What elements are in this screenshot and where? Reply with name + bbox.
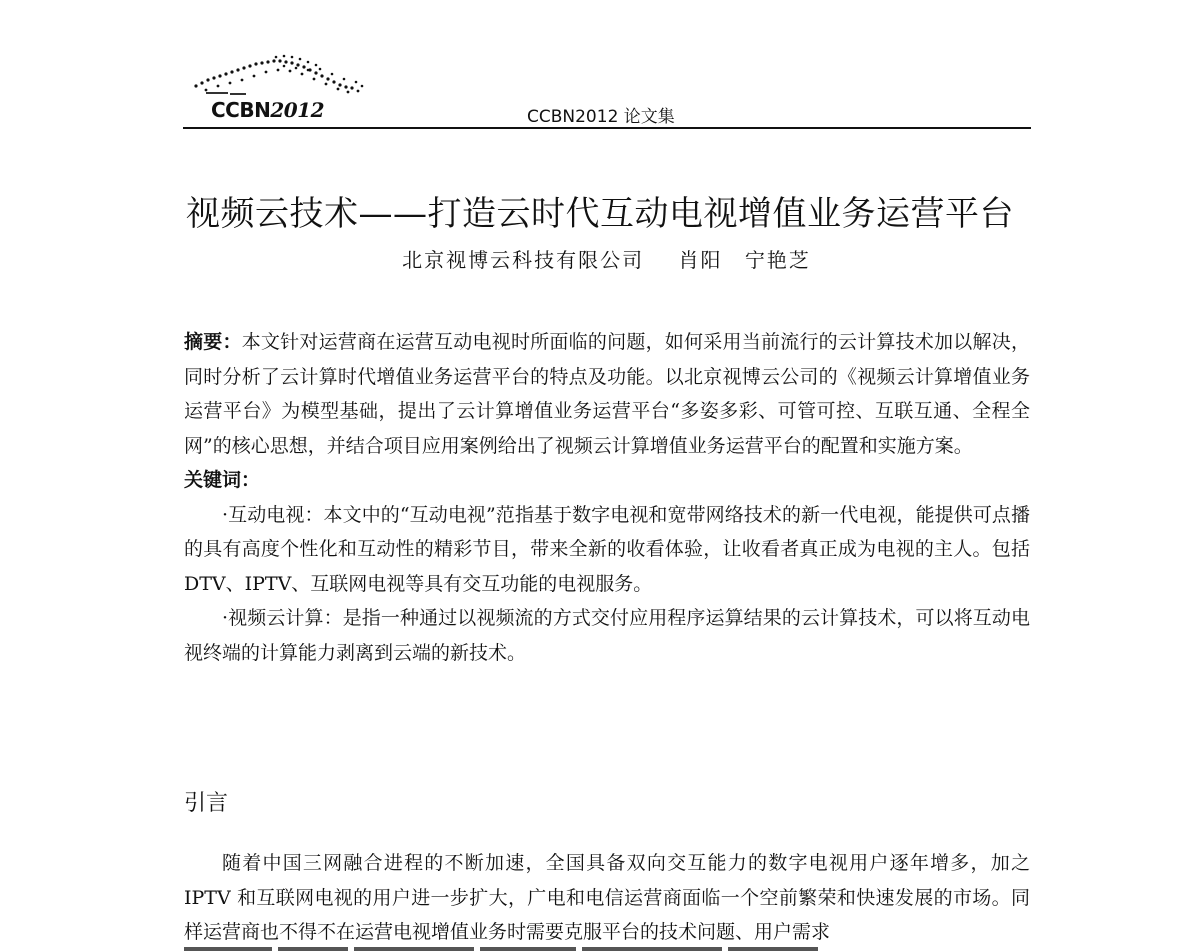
logo-wordmark [211,98,324,122]
ccbn-logo [188,52,368,124]
logo-year: 2012 [270,98,325,122]
paper-title: 视频云技术——打造云时代互动电视增值业务运营平台 [186,194,1014,234]
abstract-section [184,325,1030,670]
abstract-text: 本文针对运营商在运营互动电视时所面临的问题，如何采用当前流行的云计算技术加以解决，同时分析了云计算时代增值业务运营平台的特点及功能。以北京视博云公司的《视频云计算增值业务运营平台》为模型基础，提出了云计算增值业务运营平台“多姿多彩、可管可控、互联互通、全程全网”的核心思想，并结合项目应用案例给出了视频云计算增值业务运营平台的配置和实施方案。 [184,331,1030,457]
author-line [0,244,1200,273]
keywords-label: 关键词： [184,469,261,491]
running-header-title: CCBN2012 论文集 [527,107,675,127]
keyword-item: ·互动电视：本文中的“互动电视”范指基于数字电视和宽带网络技术的新一代电视，能提供可点播的具有高度个性化和互动性的精彩节目，带来全新的收看体验，让收看者真正成为电视的主人。包括 DTV、IPTV、互联网电视等具有交互功能的电视服务。 [184,503,1030,595]
truncated-text-line [184,937,834,951]
author-affiliation: 北京视博云科技有限公司 [402,248,645,272]
author-name: 宁艳芝 [744,248,811,272]
logo-text: CCBN [211,98,271,122]
page-header [183,52,1031,130]
abstract-label: 摘要： [184,331,242,353]
introduction-paragraph: 随着中国三网融合进程的不断加速，全国具备双向交互能力的数字电视用户逐年增多，加之 IPTV 和互联网电视的用户进一步扩大，广电和电信运营商面临一个空前繁荣和快速发展的市场。同样运营商也不得不在运营电视增值业务时需要克服平台的技术问题、用户需求 [184,852,1030,943]
keywords-heading [184,463,1030,498]
author-name: 肖阳 [678,248,723,272]
abstract-paragraph [184,325,1030,463]
header-rule [183,127,1031,129]
logo-dots-graphic [188,52,368,102]
keyword-item: ·视频云计算：是指一种通过以视频流的方式交付应用程序运算结果的云计算技术，可以将互动电视终端的计算能力剥离到云端的新技术。 [184,607,1030,664]
section-heading: 引言 [184,791,229,816]
